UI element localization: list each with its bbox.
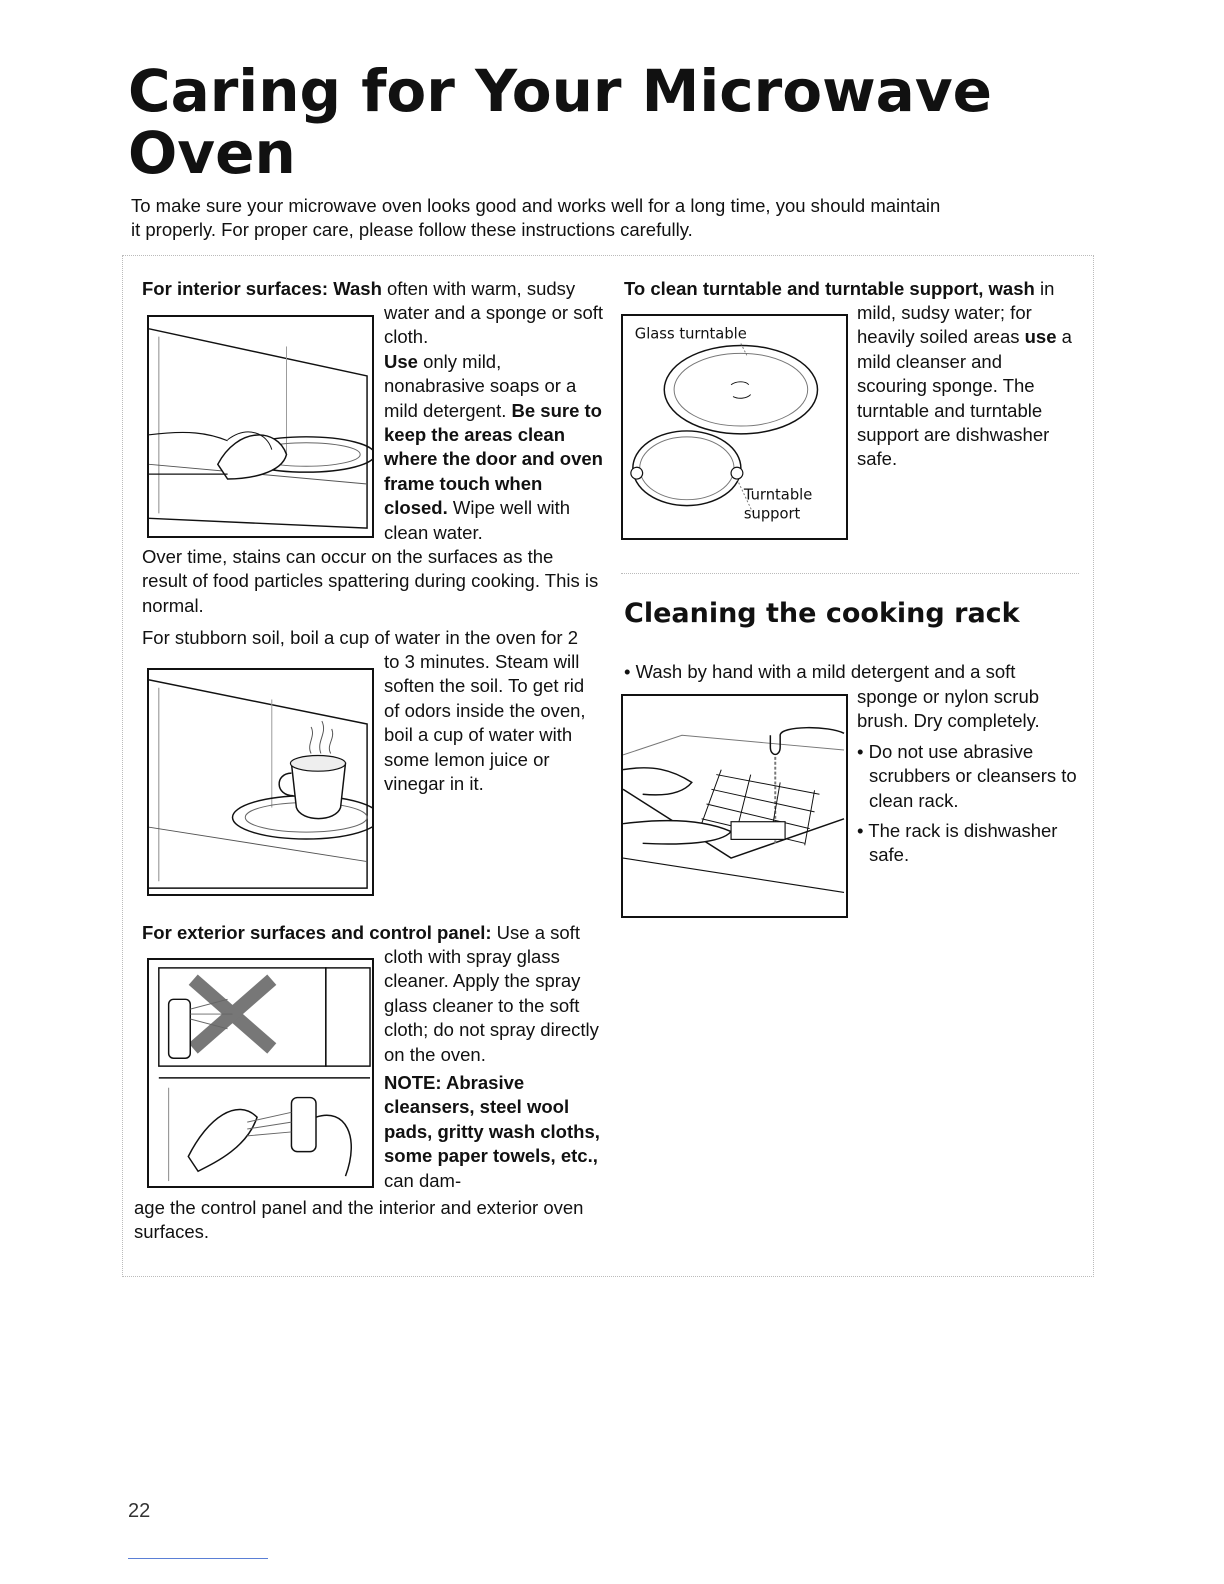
exterior-note-bold: NOTE: Abrasive cleansers, steel wool pads, gritty wash cloths, some paper towels, etc., [384,1072,600,1167]
exterior-tail: age the control panel and the interior and exterior oven surfaces. [134,1197,584,1243]
interior-wipe: Wipe well with clean water. [384,497,571,543]
turntable-use-bold: use [1024,326,1057,348]
interior-side-text [384,301,604,545]
exterior-side: cloth with spray glass cleaner. Apply the spray glass cleaner to the soft cloth; do not spray directly on the oven. [384,946,599,1065]
rack-bullet-3: • The rack is dishwasher safe. [857,820,1058,866]
turntable-support-label-1: Turntable [743,486,813,504]
turntable-illustration [621,314,848,540]
turntable-side-a: mild, sudsy water; for heavily soiled areas [857,302,1032,348]
interior-steam-illustration [147,668,374,896]
wipe-interior-drawing [149,317,372,536]
interior-be-sure: Be sure to keep the areas clean where the door and oven frame touch when closed. [384,399,603,519]
exterior-lead-bold: For exterior surfaces and control panel: [142,922,492,943]
turntable-side-text [857,301,1077,472]
spray-exterior-drawing [149,960,372,1186]
turntable-drawing [623,316,846,538]
interior-use [384,350,604,545]
rack-washing-drawing [623,696,846,916]
rack-bullet-1-side: sponge or nylon scrub brush. Dry completely. [857,686,1040,732]
page-number: 22 [128,1500,151,1522]
interior-lead [142,277,612,301]
turntable-lead-rest: in [1034,278,1055,299]
exterior-spray-illustration [147,958,374,1188]
interior-side-1: water and a sponge or soft cloth. [384,302,604,348]
rack-bullet-2: • Do not use abrasive scrubbers or cleansers to clean rack. [857,740,1077,811]
interior-stubborn-lead: For stubborn soil, boil a cup of water in the oven for 2 [142,627,579,648]
rack-side-text [857,685,1077,868]
intro-paragraph: To make sure your microwave oven looks good and works well for a long time, you should maintain it properly. For proper care, please follow these instructions carefully. [131,195,941,240]
exterior-note [384,1071,604,1193]
interior-wipe-illustration [147,315,374,538]
page-title: Caring for Your Microwave Oven [128,57,992,187]
rack-heading: Cleaning the cooking rack [624,598,1020,629]
turntable-side-b: a mild cleanser and scouring sponge. The turntable and turntable support are dishwasher safe. [857,326,1072,470]
rack-bullet-1-lead: • Wash by hand with a mild detergent and a soft [624,661,1016,682]
turntable-lead [624,277,1084,301]
interior-use-bold: Use [384,350,418,372]
interior-lead-bold: For interior surfaces: Wash [142,278,382,299]
steam-cup-drawing [149,670,372,894]
interior-stains: Over time, stains can occur on the surfaces as the result of food particles spattering during cooking. This is normal. [142,546,599,616]
section-divider [621,573,1079,574]
interior-use-rest: only mild, nonabrasive soaps or a mild detergent. [384,350,577,421]
interior-stubborn-side: to 3 minutes. Steam will soften the soil. To get rid of odors inside the oven, boil a cup of water with some lemon juice or vinegar in it. [384,651,586,795]
interior-lead-rest: often with warm, sudsy [381,278,576,299]
exterior-side-text [384,945,604,1193]
rack-illustration [621,694,848,918]
turntable-support-label-2: support [743,505,801,523]
exterior-note-rest: can dam- [384,1169,462,1191]
glass-turntable-label: Glass turntable [634,325,747,343]
turntable-lead-bold: To clean turntable and turntable support, wash [624,278,1035,299]
footer-rule [128,1558,268,1559]
exterior-lead-rest: Use a soft [491,922,580,943]
exterior-lead [142,921,612,945]
